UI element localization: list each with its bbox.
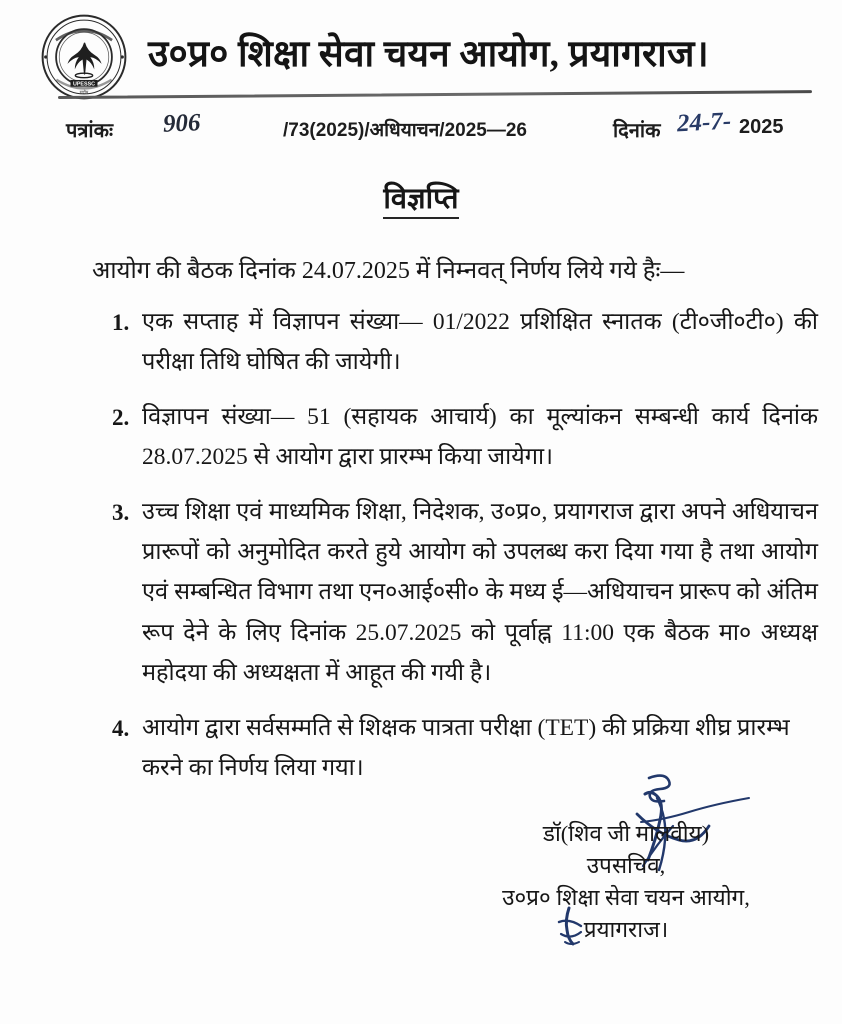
- list-item: [112, 708, 818, 789]
- svg-text:राष्ट्रीय: राष्ट्रीय: [79, 89, 89, 95]
- list-item: [112, 397, 818, 478]
- signatory-name: डॉ(शिव जी मालवीय): [542, 821, 710, 846]
- letter-series-text: /73(2025)/अधियाचन/2025—26: [283, 120, 527, 141]
- reference-date-row: [0, 107, 842, 148]
- list-item: [112, 302, 818, 383]
- signatory-organization: उ०प्र० शिक्षा सेवा चयन आयोग,: [502, 884, 750, 910]
- list-item-text: एक सप्ताह में विज्ञापन संख्या— 01/2022 प्रशिक्षित स्नातक (टी०जी०टी०) की परीक्षा तिथि घोषित की जायेगी।: [142, 309, 818, 376]
- list-item-text: उच्च शिक्षा एवं माध्यमिक शिक्षा, निदेशक, उ०प्र०, प्रयागराज द्वारा अपने अधियाचन प्रारूपों को अनुमोदित करते हुये आयोग को उपलब्ध करा दिया गया है तथा आयोग एवं सम्बन्धित विभाग तथा एन०आई०सी० के मध्य ई—अधियाचन प्रारूप को अंतिम रूप देने के लिए दिनांक 25.07.2025 को पूर्वाह्न 11:00 एक बैठक मा० अध्यक्ष महोदया की अध्यक्षता में आहूत की गयी है।: [142, 498, 818, 687]
- date-year-value: 2025: [739, 116, 784, 138]
- upessc-seal-emblem: [38, 12, 130, 102]
- list-item: [112, 492, 818, 694]
- page-title: [0, 178, 842, 217]
- signatory-designation: उपसचिव,: [586, 852, 666, 878]
- organization-title: उ०प्र० शिक्षा सेवा चयन आयोग, प्रयागराज।: [148, 34, 709, 75]
- date-handwritten-value: 24-7-: [676, 107, 732, 138]
- list-item-number: 4.: [112, 715, 130, 741]
- signature-block: [430, 818, 822, 946]
- list-item-number: 1.: [112, 310, 130, 335]
- svg-text:UPESSC: UPESSC: [72, 81, 96, 88]
- letter-number-value: 906: [162, 109, 202, 138]
- list-item-number: 2.: [112, 404, 130, 430]
- intro-paragraph: आयोग की बैठक दिनांक 24.07.2025 में निम्नवत् निर्णय लिये गये हैः—: [92, 258, 685, 284]
- date-label: दिनांक: [613, 120, 661, 142]
- list-item-text: विज्ञापन संख्या— 51 (सहायक आचार्य) का मूल्यांकन सम्बन्धी कार्य दिनांक 28.07.2025 से आयोग द्वारा प्रारम्भ किया जायेगा।: [142, 403, 818, 471]
- decision-list: [112, 302, 818, 802]
- list-item-text: आयोग द्वारा सर्वसम्मति से शिक्षक पात्रता परीक्षा (TET) की प्रक्रिया शीघ्र प्रारम्भ करने का निर्णय लिया गया।: [142, 714, 790, 782]
- document-header: [0, 8, 842, 100]
- signatory-place: प्रयागराज।: [583, 916, 669, 942]
- list-item-number: 3.: [112, 499, 130, 525]
- page-title-text: विज्ञप्ति: [383, 183, 458, 219]
- letter-number-label: पत्रांकः: [66, 120, 113, 142]
